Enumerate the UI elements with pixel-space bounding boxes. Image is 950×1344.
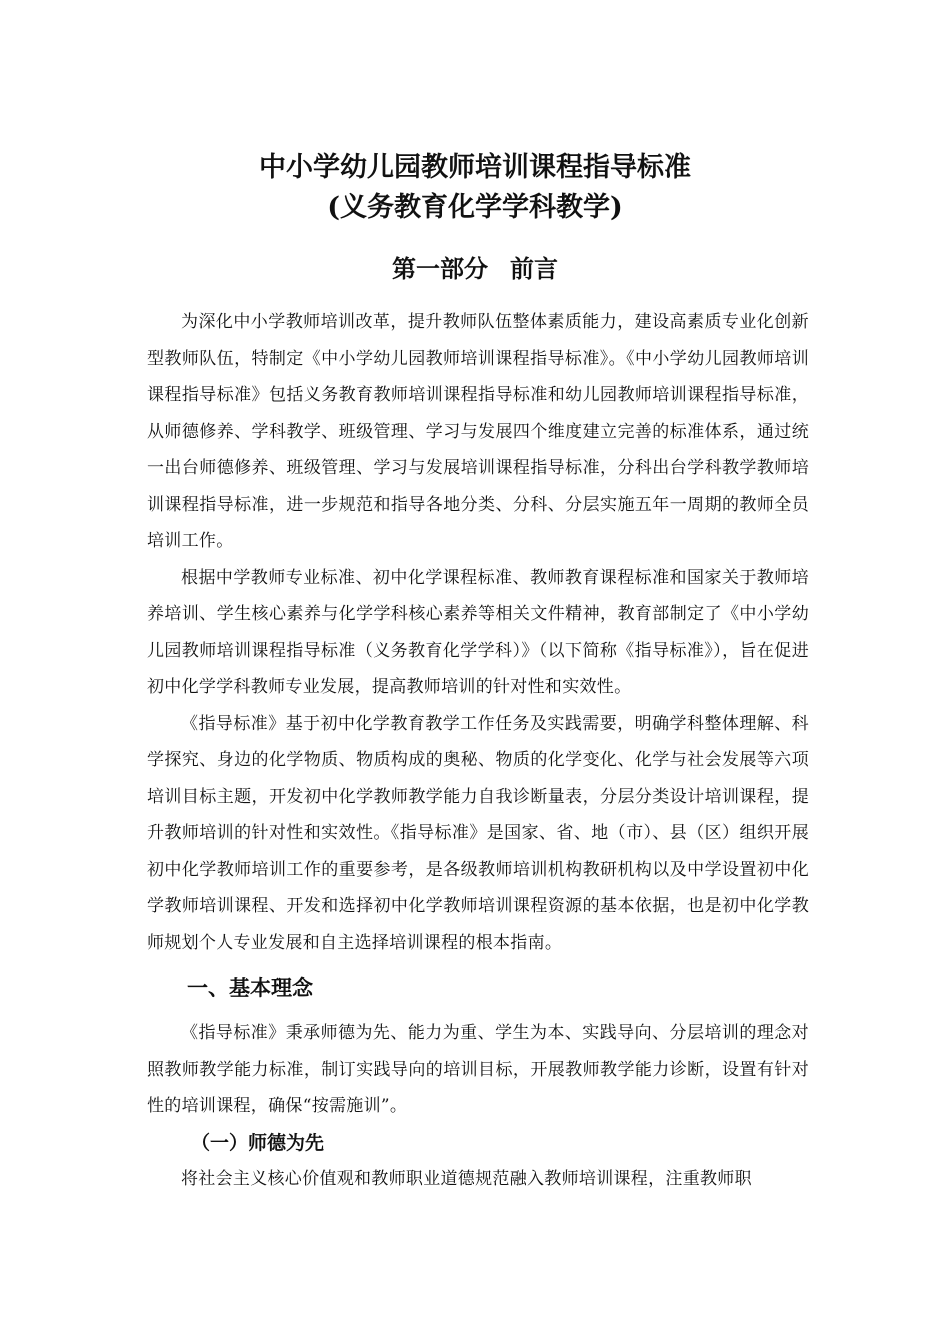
document-body [147,304,809,1197]
document-title: 中小学幼儿园教师培训课程指导标准 [259,152,691,183]
part-name: 前言 [510,254,558,283]
paragraph: 《指导标准》秉承师德为先、能力为重、学生为本、实践导向、分层培训的理念对照教师教学能力标准，制订实践导向的培训目标，开展教师教学能力诊断，设置有针对性的培训课程，确保“按需施训”。 [147,1023,809,1116]
paragraph: 《指导标准》基于初中化学教育教学工作任务及实践需要，明确学科整体理解、科学探究、身边的化学物质、物质构成的奥秘、物质的化学变化、化学与社会发展等六项培训目标主题，开发初中化学教师教学能力自我诊断量表，分层分类设计培训课程，提升教师培训的针对性和实效性。《指导标准》是国家、省、地（市）、县（区）组织开展初中化学教师培训工作的重要参考，是各级教师培训机构教研机构以及中学设置初中化学教师培训课程、开发和选择初中化学教师培训课程资源的基本依据，也是初中化学教师规划个人专业发展和自主选择培训课程的根本指南。 [147,713,809,953]
subsection-heading-ethics-first: （一）师德为先 [191,1131,325,1154]
part-heading [0,252,950,286]
paragraph: 根据中学教师专业标准、初中化学课程标准、教师教育课程标准和国家关于教师培养培训、学生核心素养与化学学科核心素养等相关文件精神，教育部制定了《中小学幼儿园教师培训课程指导标准（义务教育化学学科）》（以下简称《指导标准》），旨在促进初中化学学科教师专业发展，提高教师培训的针对性和实效性。 [147,567,809,697]
section-heading-basic-concepts: 一、基本理念 [187,975,313,1000]
paragraph: 将社会主义核心价值观和教师职业道德规范融入教师培训课程，注重教师职 [181,1168,752,1189]
paragraph: 为深化中小学教师培训改革，提升教师队伍整体素质能力，建设高素质专业化创新型教师队伍，特制定《中小学幼儿园教师培训课程指导标准》。《中小学幼儿园教师培训课程指导标准》包括义务教育教师培训课程指导标准和幼儿园教师培训课程指导标准，从师德修养、学科教学、班级管理、学习与发展四个维度建立完善的标准体系，通过统一出台师德修养、班级管理、学习与发展培训课程指导标准，分科出台学科教学教师培训课程指导标准，进一步规范和指导各地分类、分科、分层实施五年一周期的教师全员培训工作。 [147,312,809,551]
part-label: 第一部分 [392,254,488,283]
document-subtitle: (义务教育化学学科教学) [327,192,623,223]
